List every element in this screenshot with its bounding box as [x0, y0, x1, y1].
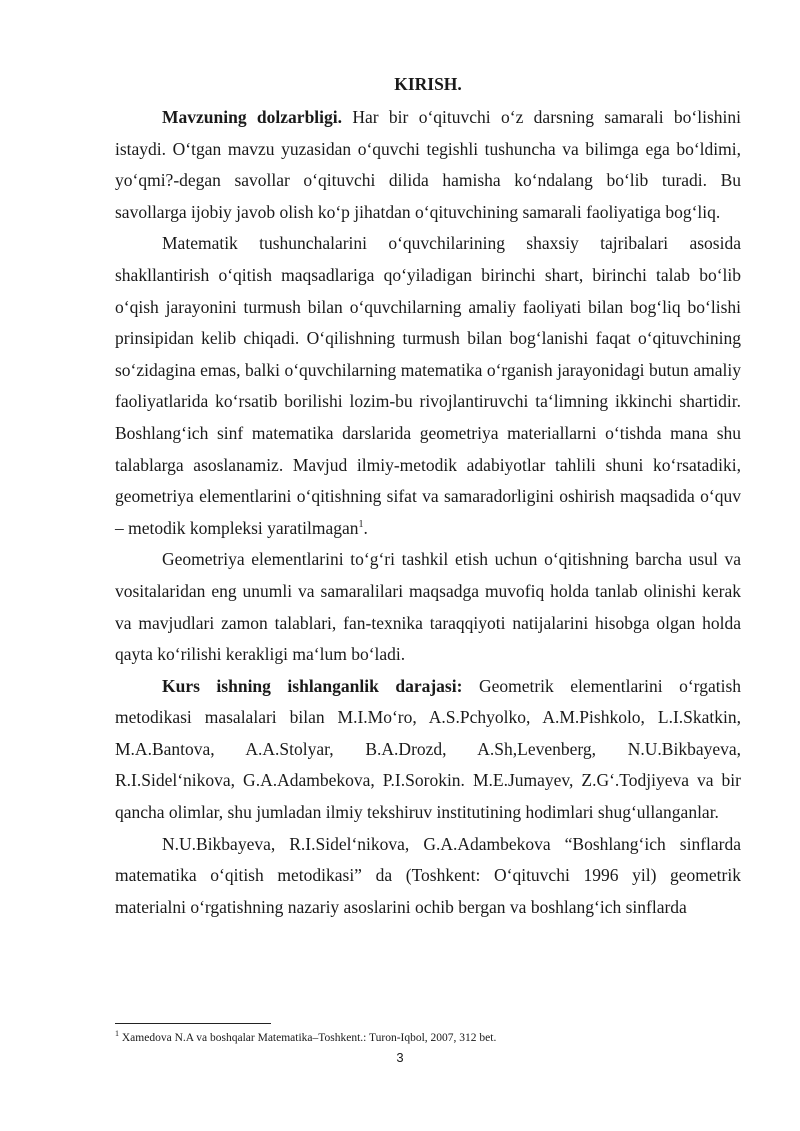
page-number: 3 — [396, 1050, 404, 1065]
bikbayeva-text: N.U.Bikbayeva, R.I.Sidel‘nikova, G.A.Adambekova “Boshlang‘ich sinflarda matematika o‘qitish metodikasi” da (Toshkent: O‘qituvchi 1996 yil) geometrik materialni o‘rgatishning nazariy asoslarini ochib bergan va boshlang‘ich sinflarda — [115, 833, 741, 917]
footnote-text: Xamedova N.A va boshqalar Matematika–Toshkent.: Turon-Iqbol, 2007, 312 bet. — [119, 1032, 497, 1044]
paragraph-research-level — [115, 671, 741, 829]
concepts-text: Matematik tushunchalarini o‘quvchilarining shaxsiy tajribalari asosida shakllantirish o‘qitish maqsadlariga qo‘yiladigan birinchi shart, birinchi talab bo‘lib o‘qish jarayonini turmush bilan o‘quvchilarning amaliy faoliyati bilan bog‘liq bo‘lishi prinsipidan kelib chiqadi. O‘qilishning turmush bilan bog‘lanishi faqat o‘qituvchining so‘zidagina emas, balki o‘quvchilarning matematika o‘rganish jarayonidagi butun amaliy faoliyatlarida ko‘rsatib borilishi lozim-bu rivojlantiruvchi ta‘limning ikkinchi shartidir. Boshlang‘ich sinf matematika darslarida geometriya materiallarni o‘tishda mana shu talablarga asoslanamiz. Mavjud ilmiy-metodik adabiyotlar tahlili shuni ko‘rsatadiki, geometriya elementlarini o‘qitishning sifat va samaradorligini oshirish maqsadida o‘quv – metodik kompleksi yaratilmagan — [115, 233, 741, 538]
paragraph-bikbayeva — [115, 829, 741, 924]
footnote-divider — [115, 1023, 271, 1024]
page-title: KIRISH. — [394, 74, 462, 94]
research-level-heading: Kurs ishning ishlanganlik darajasi: — [162, 675, 463, 696]
footnote-reference[interactable]: 1 — [358, 518, 364, 530]
footnote-marker: 1 — [115, 1029, 119, 1039]
relevance-heading: Mavzuning dolzarbligi. — [162, 107, 343, 127]
paragraph-concepts — [115, 228, 741, 544]
geometry-text: Geometriya elementlarini to‘g‘ri tashkil etish uchun o‘qitishning barcha usul va vositalaridan eng unumli va samaralilari maqsadga muvofiq holda tanlab olinishi kerak va mavjudlari zamon talablari, fan-texnika taraqqiyoti natijalarini hisobga olgan holda qayta ko‘rilishi kerakligi ma‘lum bo‘ladi. — [115, 549, 741, 665]
page-body — [115, 72, 741, 923]
research-level-text: Geometrik elementlarini o‘rgatish metodikasi masalalari bilan M.I.Mo‘ro, A.S.Pchyolko, A.M.Pishkolo, L.I.Skatkin, M.A.Bantova, A.A.Stolyar, B.A.Drozd, A.Sh,Levenberg, N.U.Bikbayeva, R.I.Sidel‘nikova, G.A.Adambekova, P.I.Sorokin. M.E.Jumayev, Z.G‘.Todjiyeva va bir qancha olimlar, shu jumladan ilmiy tekshiruv institutining hodimlari shug‘ullanganlar. — [115, 675, 741, 823]
footnote — [115, 1031, 741, 1046]
paragraph-relevance — [115, 102, 741, 228]
relevance-text: Har bir o‘qituvchi o‘z darsning samarali bo‘lishini istaydi. O‘tgan mavzu yuzasidan o‘quvchi tegishli tushuncha va bilimga ega bo‘ldimi, yo‘qmi?-degan savollar o‘qituvchi dilida hamisha ko‘ndalang bo‘lib turadi. Bu savollarga ijobiy javob olish ko‘p jihatdan o‘qituvchining samarali faoliyatiga bog‘liq. — [115, 107, 741, 222]
paragraph-geometry — [115, 544, 741, 670]
concepts-text-end: . — [363, 517, 368, 538]
